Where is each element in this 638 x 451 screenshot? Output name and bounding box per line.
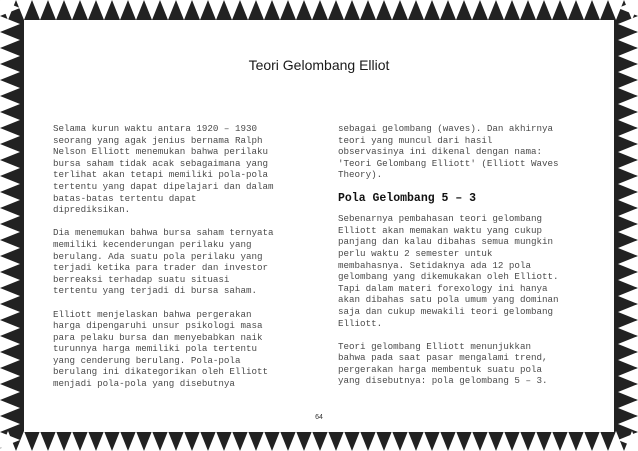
page-number: 64 (315, 414, 323, 421)
paragraph: Selama kurun waktu antara 1920 – 1930 seorang yang agak jenius bernama Ralph Nelson Elliott menemukan bahwa perilaku bursa saham tidak acak sebagaimana yang terlihat akan tetapi memiliki pola-pola tertentu yang dapat dipelajari dan dalam batas-batas tertentu dapat diprediksikan. (53, 123, 274, 216)
left-column (53, 123, 315, 401)
section-heading: Pola Gelombang 5 – 3 (338, 191, 477, 205)
paragraph: Sebenarnya pembahasan teori gelombang Elliott akan memakan waktu yang cukup panjang dan kalau dibahas semua mungkin perlu waktu 2 semester untuk membahasnya. Setidaknya ada 12 pola gelombang yang dikemukakan oleh Elliott. Tapi dalam materi forexology ini hanya akan dibahas satu pola umum yang dominan saja dan cukup mewakili teori gelombang Elliott. (338, 213, 559, 329)
paragraph: Dia menemukan bahwa bursa saham ternyata memiliki kecenderungan perilaku yang berulang. Ada suatu pola perilaku yang terjadi ketika para trader dan investor berreaksi terhadap suatu situasi tertentu yang terjadi di bursa saham. (53, 227, 274, 297)
right-column (338, 123, 600, 399)
paragraph: Elliott menjelaskan bahwa pergerakan harga dipengaruhi unsur psikologi masa para pelaku bursa dan menyebabkan naik turunnya harga memiliki pola tertentu yang cenderung berulang. Pola-pola berulang ini dikategorikan oleh Elliott menjadi pola-pola yang disebutnya (53, 308, 269, 390)
page-title: Teori Gelombang Elliot (248, 57, 390, 73)
paragraph: sebagai gelombang (waves). Dan akhirnya teori yang muncul dari hasil observasinya ini dikenal dengan nama: 'Teori Gelombang Elliott' (Elliott Waves Theory). (338, 123, 559, 181)
paragraph: Teori gelombang Elliott menunjukkan bahwa pada saat pasar mengalami trend, pergerakan harga membentuk suatu pola yang disebutnya: pola gelombang 5 – 3. (338, 340, 548, 387)
